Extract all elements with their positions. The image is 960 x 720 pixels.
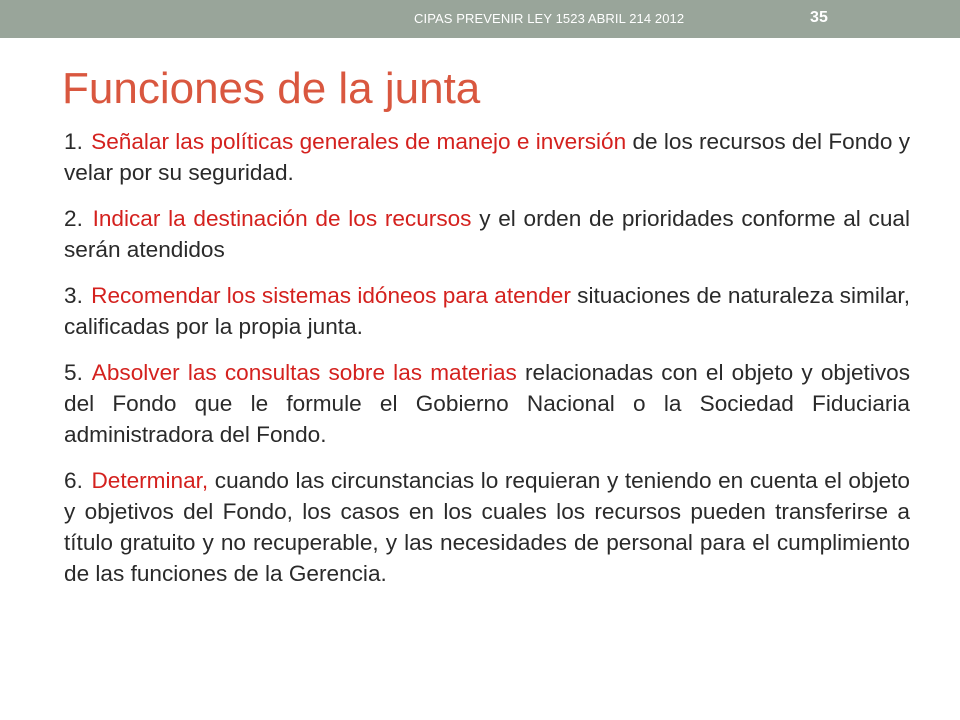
item-number: 6. bbox=[64, 468, 83, 493]
item-number: 3. bbox=[64, 283, 83, 308]
function-item-3 bbox=[64, 280, 910, 342]
item-number: 1. bbox=[64, 129, 83, 154]
item-number: 2. bbox=[64, 206, 83, 231]
item-highlight: Determinar, bbox=[91, 468, 209, 493]
function-item-6 bbox=[64, 465, 910, 589]
function-item-5 bbox=[64, 357, 910, 450]
item-text: relacionadas con el objeto y objetivos del Fondo que le formule el Gobierno Nacional o la Sociedad Fiduciaria administradora del Fondo. bbox=[64, 360, 910, 447]
functions-list bbox=[64, 126, 910, 604]
item-text: situaciones de naturaleza similar, calificadas por la propia junta. bbox=[64, 283, 910, 339]
item-highlight: Absolver las consultas sobre las materias bbox=[91, 360, 517, 385]
item-highlight: Recomendar los sistemas idóneos para atender bbox=[91, 283, 571, 308]
slide-number: 35 bbox=[810, 9, 828, 26]
function-item-1 bbox=[64, 126, 910, 188]
item-text: de los recursos del Fondo y velar por su seguridad. bbox=[64, 129, 910, 185]
presentation-footer-label: CIPAS PREVENIR LEY 1523 ABRIL 214 2012 bbox=[414, 11, 685, 26]
item-text: y el orden de prioridades conforme al cual serán atendidos bbox=[64, 206, 910, 262]
item-text: cuando las circunstancias lo requieran y teniendo en cuenta el objeto y objetivos del Fondo, los casos en los cuales los recursos pueden transferirse a título gratuito y no recuperable, y las necesidades de personal para el cumplimiento de las funciones de la Gerencia. bbox=[64, 468, 910, 586]
function-item-2 bbox=[64, 203, 910, 265]
item-highlight: Indicar la destinación de los recursos bbox=[92, 206, 472, 231]
slide-title: Funciones de la junta bbox=[62, 64, 481, 113]
item-highlight: Señalar las políticas generales de manejo e inversión bbox=[91, 129, 627, 154]
item-number: 5. bbox=[64, 360, 83, 385]
